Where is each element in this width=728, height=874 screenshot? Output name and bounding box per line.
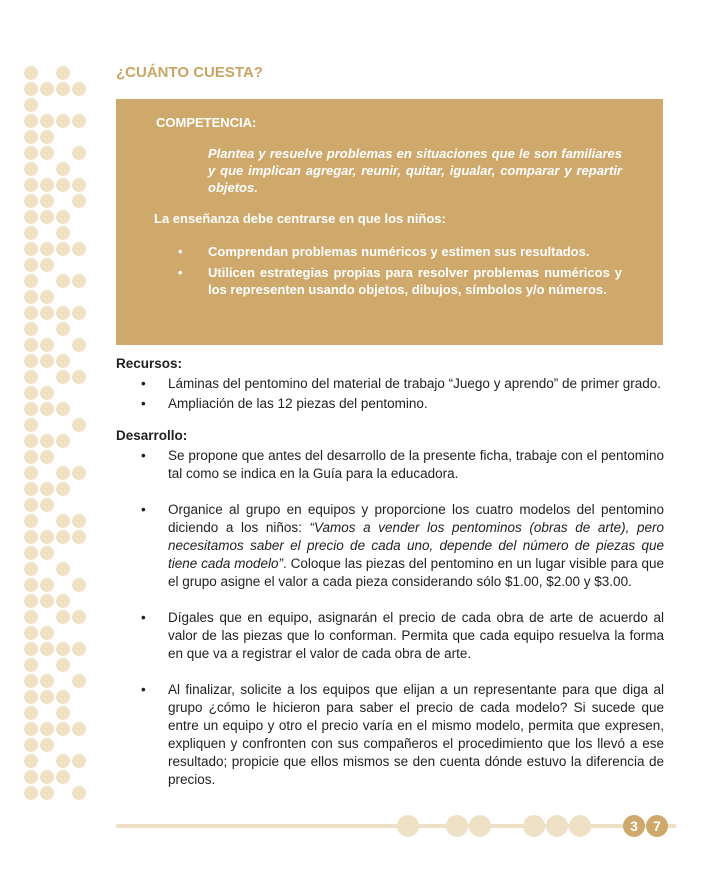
competencia-text: Plantea y resuelve problemas en situaciones que le son familiares y que implican agregar, reunir, quitar, igualar, comparar y repartir objetos.: [208, 146, 622, 195]
desarrollo-item-text: Organice al grupo en equipos y proporcione los cuatro modelos del pentomino diciendo a los niños:: [168, 502, 664, 535]
recursos-item: • Ampliación de las 12 piezas del pentomino.: [116, 395, 664, 413]
desarrollo-item: [116, 501, 664, 591]
footer-dot: [446, 815, 468, 837]
desarrollo-list: [116, 447, 664, 789]
recursos-list: [116, 375, 664, 413]
competencia-item: • Comprendan problemas numéricos y estimen sus resultados.: [178, 243, 622, 260]
footer-rule: [116, 824, 676, 828]
desarrollo-item: • Se propone que antes del desarrollo de la presente ficha, trabaje con el pentomino tal como se indica en la Guía para la educadora.: [116, 447, 664, 483]
page-number-digit: 7: [646, 815, 668, 837]
recursos-item: • Láminas del pentomino del material de trabajo “Juego y aprendo” de primer grado.: [116, 375, 664, 393]
footer-dot: [523, 815, 545, 837]
competencia-item: • Utilicen estrategias propias para resolver problemas numéricos y los representen usando objetos, dibujos, símbolos y/o números.: [178, 264, 622, 298]
main-content: [116, 355, 664, 789]
desarrollo-item: • Al finalizar, solicite a los equipos que elijan a un representante para que diga al grupo ¿cómo le hicieron para saber el precio de cada modelo? Si sucede que entre un equipo y otro el precio varía en el mismo modelo, permita que expresen, expliquen y confronten con sus compañeros el procedimiento que los llevó a ese resultado; propicie que ellos mismos se den cuenta dónde estuvo la diferencia de precios.: [116, 681, 664, 789]
footer-dot: [546, 815, 568, 837]
footer-dot: [397, 815, 419, 837]
footer-dot: [569, 815, 591, 837]
competencia-intro: La enseñanza debe centrarse en que los niños:: [154, 211, 446, 226]
competencia-heading: COMPETENCIA:: [156, 115, 257, 130]
page-title: ¿CUÁNTO CUESTA?: [116, 64, 263, 81]
recursos-heading: Recursos:: [116, 356, 183, 371]
footer-dot: [469, 815, 491, 837]
page-number-digit: 3: [623, 815, 645, 837]
desarrollo-item-quote: “Vamos a vender los pentominos (obras de arte), pero necesitamos saber el precio de cada uno, depende del número de piezas que tiene cada modelo”: [168, 520, 664, 571]
desarrollo-heading: Desarrollo:: [116, 428, 188, 443]
competencia-list: [178, 243, 622, 302]
desarrollo-item: • Dígales que en equipo, asignarán el precio de cada obra de arte de acuerdo al valor de las piezas que lo conforman. Permita que cada equipo resuelva la forma en que va a registrar el valor de cada obra de arte.: [116, 609, 664, 663]
desarrollo-item-text: . Coloque las piezas del pentomino en un lugar visible para que el grupo asigne el valor a cada pieza considerando sólo $1.00, $2.00 y $3.00.: [168, 556, 664, 589]
competencia-box: [116, 99, 663, 345]
